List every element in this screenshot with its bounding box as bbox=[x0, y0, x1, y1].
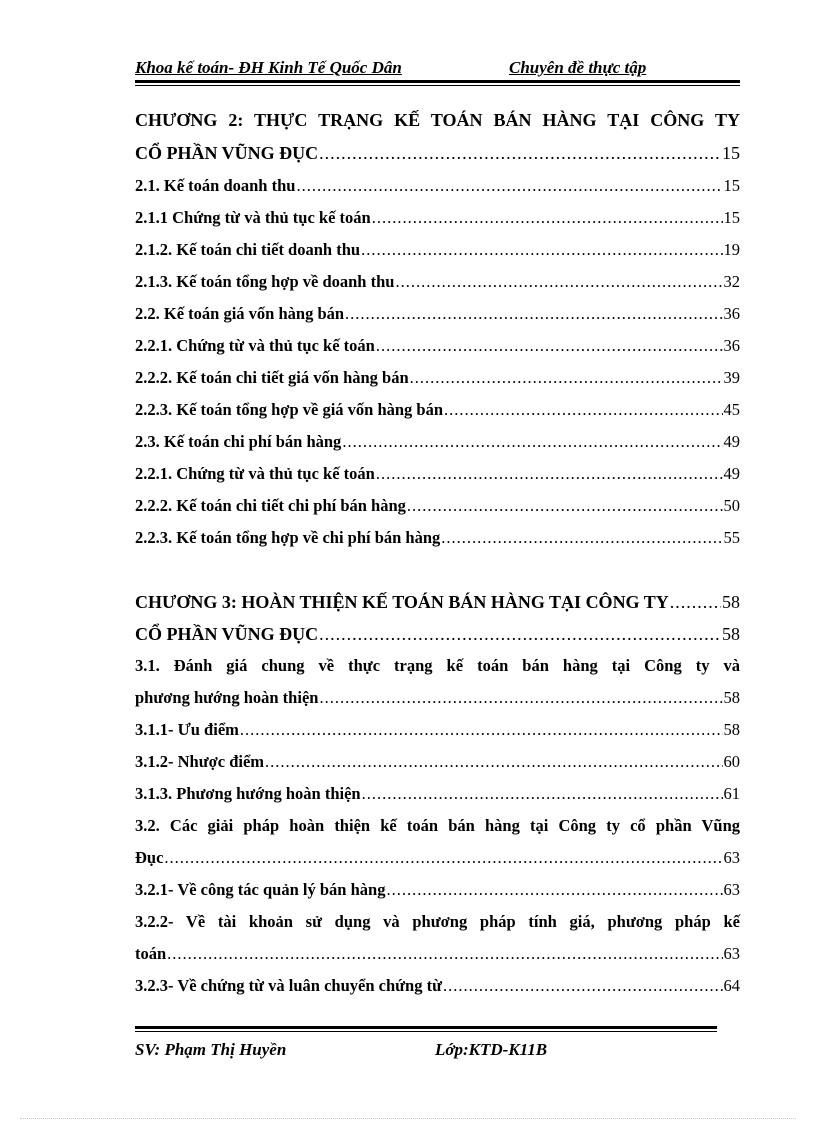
toc-page-number: 19 bbox=[723, 240, 740, 259]
toc-entry bbox=[135, 656, 740, 688]
toc-leader bbox=[342, 432, 722, 452]
toc-page-number: 64 bbox=[723, 976, 740, 995]
toc-page-number: 58 bbox=[723, 688, 740, 707]
page-header bbox=[135, 56, 740, 82]
header-rule-thin bbox=[135, 85, 740, 86]
toc-entry-text: 2.1.1 Chứng từ và thủ tục kế toán bbox=[135, 208, 371, 227]
toc-entry-text: 2.2.2. Kế toán chi tiết chi phí bán hàng bbox=[135, 496, 406, 515]
toc-page-number: 15 bbox=[723, 176, 740, 195]
toc-page-number: 58 bbox=[723, 720, 740, 739]
toc-leader bbox=[386, 880, 722, 900]
toc-page-number: 32 bbox=[723, 272, 740, 291]
toc-page-number: 58 bbox=[722, 592, 740, 612]
toc-leader bbox=[376, 464, 723, 484]
toc-entry bbox=[135, 208, 740, 240]
toc-page-number: 55 bbox=[723, 528, 740, 547]
toc-entry bbox=[135, 848, 740, 880]
toc-entry bbox=[135, 304, 740, 336]
toc-leader bbox=[443, 976, 723, 996]
toc-entry-text: 2.1.3. Kế toán tổng hợp về doanh thu bbox=[135, 272, 395, 291]
toc-page-number: 36 bbox=[723, 336, 740, 355]
footer-rule-thin bbox=[135, 1031, 717, 1032]
footer-rule bbox=[135, 1026, 717, 1029]
toc-entry-text: CHƯƠNG 3: HOÀN THIỆN KẾ TOÁN BÁN HÀNG TẠI CÔNG TY bbox=[135, 592, 669, 612]
toc-entry-text: 3.2.1- Về công tác quản lý bán hàng bbox=[135, 880, 386, 899]
header-document-type: Chuyên đề thực tập bbox=[509, 58, 647, 77]
toc-entry-text: 2.2.1. Chứng từ và thủ tục kế toán bbox=[135, 464, 375, 483]
toc-entry bbox=[135, 720, 740, 752]
toc-leader bbox=[319, 688, 722, 708]
toc-entry bbox=[135, 912, 740, 944]
toc-entry bbox=[135, 240, 740, 272]
toc-entry-text: 3.1.1- Ưu điểm bbox=[135, 720, 239, 739]
toc-entry bbox=[135, 464, 740, 496]
toc-entry bbox=[135, 432, 740, 464]
toc-leader bbox=[240, 720, 723, 740]
page-edge bbox=[20, 1118, 796, 1119]
toc-entry-text: 2.2.3. Kế toán tổng hợp về chi phí bán hàng bbox=[135, 528, 441, 547]
toc-leader bbox=[164, 848, 722, 868]
toc-entry-text: 2.1.2. Kế toán chi tiết doanh thu bbox=[135, 240, 361, 259]
toc-leader bbox=[319, 624, 721, 645]
toc-entry bbox=[135, 176, 740, 208]
toc-chapter-heading bbox=[135, 592, 740, 624]
toc-entry-text: 3.2.2- Về tài khoản sử dụng và phương pháp tính giá, phương pháp kế bbox=[135, 912, 740, 931]
toc-leader bbox=[372, 208, 723, 228]
header-faculty: Khoa kế toán- ĐH Kinh Tế Quốc Dân bbox=[135, 58, 402, 77]
toc-page-number: 39 bbox=[723, 368, 740, 387]
toc-entry bbox=[135, 368, 740, 400]
toc-page-number: 63 bbox=[723, 944, 740, 963]
footer-class: Lớp:KTD-K11B bbox=[435, 1040, 548, 1059]
toc-page-number: 63 bbox=[723, 848, 740, 867]
toc-page-number: 15 bbox=[722, 143, 740, 163]
toc-entry-text: 3.2. Các giải pháp hoàn thiện kế toán bán hàng tại Công ty cổ phần Vũng bbox=[135, 816, 740, 835]
toc-entry bbox=[135, 784, 740, 816]
toc-leader bbox=[441, 528, 722, 548]
toc-entry-text: 2.2.3. Kế toán tổng hợp về giá vốn hàng bán bbox=[135, 400, 444, 419]
toc-entry bbox=[135, 496, 740, 528]
toc-leader bbox=[345, 304, 722, 324]
toc-leader bbox=[407, 496, 723, 516]
page-footer bbox=[135, 1040, 740, 1064]
toc-entry-text: Đục bbox=[135, 848, 164, 867]
toc-entry-text: toán bbox=[135, 944, 167, 963]
toc-entry-text: 2.1. Kế toán doanh thu bbox=[135, 176, 296, 195]
toc-page-number: 61 bbox=[723, 784, 740, 803]
toc-entry bbox=[135, 400, 740, 432]
toc-page-number: 45 bbox=[723, 400, 740, 419]
toc-entry-text: 2.2. Kế toán giá vốn hàng bán bbox=[135, 304, 345, 323]
toc-entry-text: 2.3. Kế toán chi phí bán hàng bbox=[135, 432, 342, 451]
toc-entry-text: phương hướng hoàn thiện bbox=[135, 688, 319, 707]
toc-leader bbox=[410, 368, 723, 388]
toc-leader bbox=[670, 592, 721, 613]
footer-student: SV: Phạm Thị Huyền bbox=[135, 1040, 287, 1059]
toc-entry bbox=[135, 143, 740, 175]
toc-entry-text: 2.2.1. Chứng từ và thủ tục kế toán bbox=[135, 336, 375, 355]
toc-entry-text: CỔ PHẦN VŨNG ĐỤC bbox=[135, 143, 319, 163]
toc-page-number: 60 bbox=[723, 752, 740, 771]
toc-entry bbox=[135, 880, 740, 912]
toc-leader bbox=[167, 944, 722, 964]
toc-page-number: 49 bbox=[723, 464, 740, 483]
toc-entry bbox=[135, 336, 740, 368]
toc-entry-text: CHƯƠNG 2: THỰC TRẠNG KẾ TOÁN BÁN HÀNG TẠI CÔNG TY bbox=[135, 110, 740, 130]
toc-entry-text: 3.1.3. Phương hướng hoàn thiện bbox=[135, 784, 361, 803]
toc-entry bbox=[135, 976, 740, 1008]
header-rule bbox=[135, 80, 740, 83]
toc-leader bbox=[361, 240, 722, 260]
toc-entry bbox=[135, 528, 740, 560]
toc-entry bbox=[135, 816, 740, 848]
toc-entry bbox=[135, 688, 740, 720]
toc-leader bbox=[265, 752, 722, 772]
toc-entry-text: 3.1. Đánh giá chung về thực trạng kế toán bán hàng tại Công ty và bbox=[135, 656, 740, 675]
toc-page-number: 58 bbox=[722, 624, 740, 644]
toc-leader bbox=[395, 272, 722, 292]
toc-entry bbox=[135, 624, 740, 656]
toc-page-number: 50 bbox=[723, 496, 740, 515]
toc-entry-text: 2.2.2. Kế toán chi tiết giá vốn hàng bán bbox=[135, 368, 409, 387]
toc-entry bbox=[135, 944, 740, 976]
toc-entry-text: 3.2.3- Về chứng từ và luân chuyển chứng từ bbox=[135, 976, 442, 995]
toc-page-number: 63 bbox=[723, 880, 740, 899]
toc-entry-text: CỔ PHẦN VŨNG ĐỤC bbox=[135, 624, 319, 644]
toc-leader bbox=[376, 336, 723, 356]
toc-entry-text: 3.1.2- Nhược điểm bbox=[135, 752, 265, 771]
toc-entry bbox=[135, 272, 740, 304]
toc-chapter-heading bbox=[135, 110, 740, 142]
toc-page-number: 36 bbox=[723, 304, 740, 323]
toc-entry bbox=[135, 752, 740, 784]
toc-leader bbox=[319, 143, 721, 164]
toc-leader bbox=[296, 176, 722, 196]
toc-page-number: 15 bbox=[723, 208, 740, 227]
toc-page-number: 49 bbox=[723, 432, 740, 451]
toc-leader bbox=[444, 400, 722, 420]
toc-leader bbox=[362, 784, 723, 804]
